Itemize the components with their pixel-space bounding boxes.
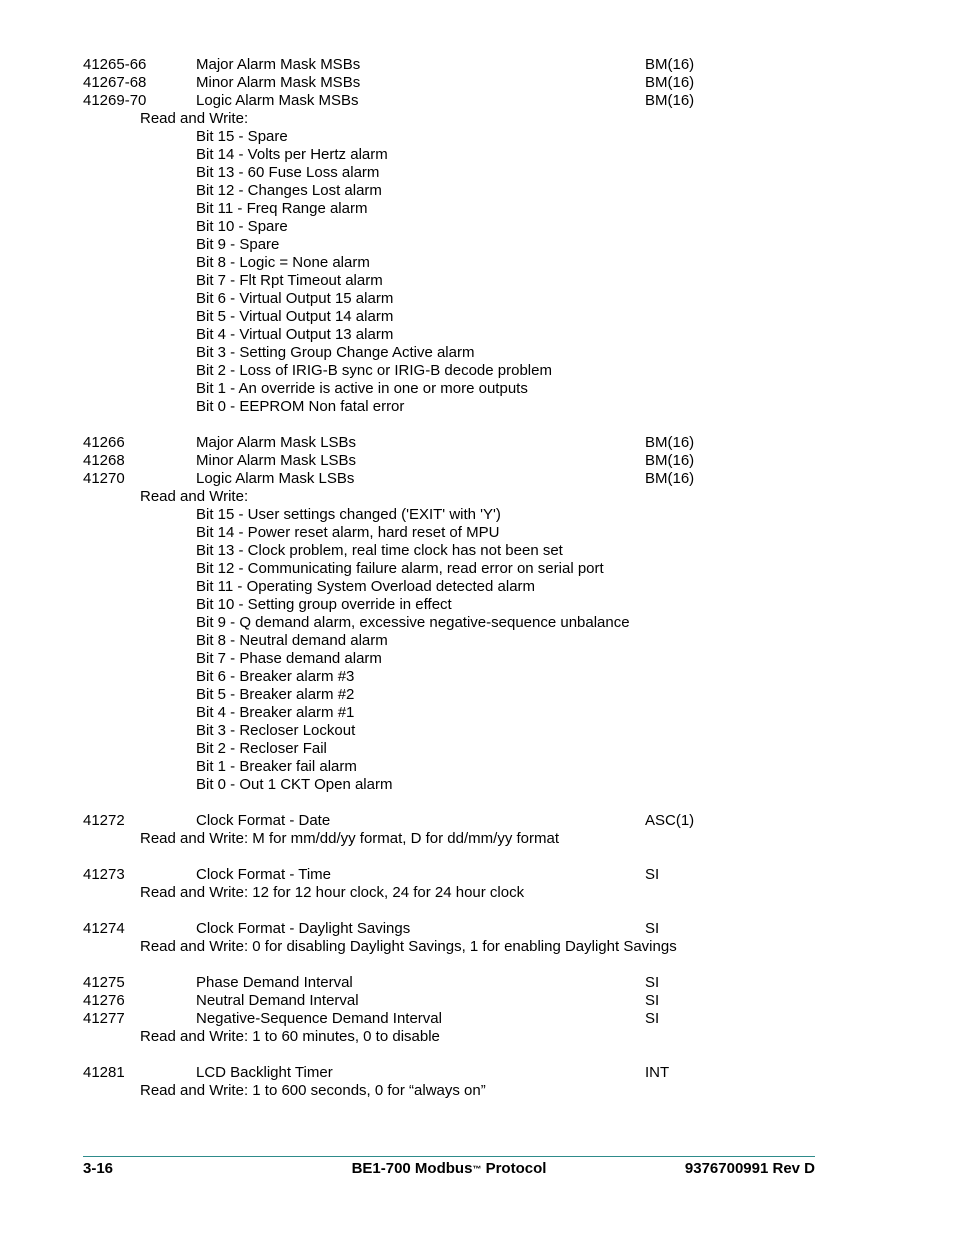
register-row — [83, 1064, 823, 1082]
bit-definition: Bit 15 - Spare — [196, 128, 288, 145]
access-note: Read and Write: — [140, 110, 249, 127]
bit-definition: Bit 10 - Spare — [196, 218, 288, 235]
register-name: LCD Backlight Timer — [196, 1064, 333, 1081]
register-row — [83, 974, 823, 992]
bit-definition: Bit 0 - Out 1 CKT Open alarm — [196, 776, 393, 793]
bit-definition: Bit 3 - Setting Group Change Active alarm — [196, 344, 475, 361]
access-note: Read and Write: 0 for disabling Daylight Savings, 1 for enabling Daylight Savings — [140, 938, 677, 955]
register-address: 41268 — [83, 452, 125, 469]
bit-definition-row — [83, 308, 823, 326]
bit-definition-row — [83, 272, 823, 290]
bit-definition: Bit 1 - An override is active in one or more outputs — [196, 380, 528, 397]
register-type: SI — [645, 992, 660, 1009]
register-address: 41272 — [83, 812, 125, 829]
register-type: BM(16) — [645, 74, 695, 91]
bit-definition: Bit 2 - Recloser Fail — [196, 740, 327, 757]
bit-definition-row — [83, 776, 823, 794]
bit-definition-row — [83, 632, 823, 650]
section-spacer — [83, 848, 823, 866]
register-name: Minor Alarm Mask LSBs — [196, 452, 357, 469]
bit-definition: Bit 4 - Virtual Output 13 alarm — [196, 326, 394, 343]
section-spacer — [83, 1046, 823, 1064]
register-row — [83, 434, 823, 452]
access-note-row — [83, 488, 823, 506]
section-spacer — [83, 902, 823, 920]
bit-definition-row — [83, 380, 823, 398]
register-address: 41270 — [83, 470, 125, 487]
register-name: Major Alarm Mask LSBs — [196, 434, 357, 451]
bit-definition-row — [83, 668, 823, 686]
register-row — [83, 866, 823, 884]
register-address: 41277 — [83, 1010, 125, 1027]
trademark-symbol: ™ — [472, 1164, 482, 1174]
register-address: 41281 — [83, 1064, 125, 1081]
bit-definition-row — [83, 758, 823, 776]
bit-definition: Bit 14 - Power reset alarm, hard reset of MPU — [196, 524, 500, 541]
register-type: ASC(1) — [645, 812, 695, 829]
register-type: BM(16) — [645, 452, 695, 469]
register-name: Logic Alarm Mask LSBs — [196, 470, 355, 487]
bit-definition-row — [83, 686, 823, 704]
register-type: SI — [645, 974, 660, 991]
access-note-row — [83, 938, 823, 956]
register-type: SI — [645, 866, 660, 883]
bit-definition-row — [83, 326, 823, 344]
bit-definition: Bit 8 - Neutral demand alarm — [196, 632, 388, 649]
section-spacer — [83, 794, 823, 812]
access-note: Read and Write: 1 to 600 seconds, 0 for “always on” — [140, 1082, 486, 1099]
register-name: Clock Format - Daylight Savings — [196, 920, 411, 937]
page-number: 3-16 — [83, 1160, 114, 1177]
bit-definition-row — [83, 650, 823, 668]
bit-definition-row — [83, 182, 823, 200]
bit-definition-row — [83, 506, 823, 524]
document-body — [83, 56, 823, 1100]
bit-definition: Bit 12 - Changes Lost alarm — [196, 182, 382, 199]
bit-definition-row — [83, 164, 823, 182]
bit-definition: Bit 4 - Breaker alarm #1 — [196, 704, 355, 721]
access-note-row — [83, 1028, 823, 1046]
register-type: BM(16) — [645, 470, 695, 487]
bit-definition-row — [83, 560, 823, 578]
register-name: Major Alarm Mask MSBs — [196, 56, 361, 73]
register-address: 41267-68 — [83, 74, 147, 91]
bit-definition: Bit 11 - Freq Range alarm — [196, 200, 368, 217]
footer-title-prefix: BE1-700 Modbus — [351, 1160, 473, 1177]
bit-definition: Bit 1 - Breaker fail alarm — [196, 758, 357, 775]
register-type: SI — [645, 1010, 660, 1027]
footer-divider — [83, 1156, 815, 1157]
bit-definition: Bit 8 - Logic = None alarm — [196, 254, 370, 271]
register-row — [83, 452, 823, 470]
bit-definition: Bit 2 - Loss of IRIG-B sync or IRIG-B decode problem — [196, 362, 552, 379]
bit-definition: Bit 5 - Virtual Output 14 alarm — [196, 308, 394, 325]
bit-definition-row — [83, 290, 823, 308]
register-row — [83, 1010, 823, 1028]
register-type: BM(16) — [645, 92, 695, 109]
access-note-row — [83, 830, 823, 848]
access-note: Read and Write: — [140, 488, 249, 505]
bit-definition: Bit 11 - Operating System Overload detected alarm — [196, 578, 536, 595]
register-type: SI — [645, 920, 660, 937]
bit-definition-row — [83, 524, 823, 542]
bit-definition-row — [83, 740, 823, 758]
bit-definition: Bit 6 - Virtual Output 15 alarm — [196, 290, 394, 307]
access-note-row — [83, 1082, 823, 1100]
register-address: 41276 — [83, 992, 125, 1009]
register-address: 41273 — [83, 866, 125, 883]
register-name: Logic Alarm Mask MSBs — [196, 92, 359, 109]
bit-definition-row — [83, 704, 823, 722]
bit-definition-row — [83, 128, 823, 146]
bit-definition: Bit 10 - Setting group override in effect — [196, 596, 452, 613]
bit-definition-row — [83, 398, 823, 416]
bit-definition-row — [83, 362, 823, 380]
bit-definition: Bit 13 - 60 Fuse Loss alarm — [196, 164, 380, 181]
bit-definition-row — [83, 614, 823, 632]
register-name: Phase Demand Interval — [196, 974, 353, 991]
register-name: Clock Format - Time — [196, 866, 332, 883]
bit-definition-row — [83, 578, 823, 596]
access-note: Read and Write: M for mm/dd/yy format, D for dd/mm/yy format — [140, 830, 559, 847]
bit-definition: Bit 7 - Flt Rpt Timeout alarm — [196, 272, 383, 289]
register-address: 41266 — [83, 434, 125, 451]
access-note: Read and Write: 12 for 12 hour clock, 24 for 24 hour clock — [140, 884, 525, 901]
register-address: 41269-70 — [83, 92, 147, 109]
bit-definition: Bit 14 - Volts per Hertz alarm — [196, 146, 388, 163]
register-address: 41265-66 — [83, 56, 147, 73]
bit-definition-row — [83, 722, 823, 740]
bit-definition: Bit 0 - EEPROM Non fatal error — [196, 398, 405, 415]
register-address: 41275 — [83, 974, 125, 991]
bit-definition-row — [83, 344, 823, 362]
page-footer — [83, 1160, 815, 1180]
register-address: 41274 — [83, 920, 125, 937]
footer-title-suffix: Protocol — [481, 1160, 547, 1177]
bit-definition: Bit 9 - Q demand alarm, excessive negative-sequence unbalance — [196, 614, 630, 631]
register-row — [83, 74, 823, 92]
register-name: Negative-Sequence Demand Interval — [196, 1010, 442, 1027]
access-note: Read and Write: 1 to 60 minutes, 0 to disable — [140, 1028, 440, 1045]
register-type: BM(16) — [645, 56, 695, 73]
register-row — [83, 470, 823, 488]
bit-definition: Bit 7 - Phase demand alarm — [196, 650, 382, 667]
register-name: Clock Format - Date — [196, 812, 331, 829]
bit-definition: Bit 6 - Breaker alarm #3 — [196, 668, 355, 685]
section-spacer — [83, 956, 823, 974]
register-row — [83, 56, 823, 74]
register-type: BM(16) — [645, 434, 695, 451]
access-note-row — [83, 110, 823, 128]
register-name: Neutral Demand Interval — [196, 992, 359, 1009]
bit-definition-row — [83, 236, 823, 254]
bit-definition-row — [83, 146, 823, 164]
bit-definition: Bit 15 - User settings changed ('EXIT' with 'Y') — [196, 506, 501, 523]
register-row — [83, 92, 823, 110]
bit-definition-row — [83, 542, 823, 560]
bit-definition-row — [83, 200, 823, 218]
access-note-row — [83, 884, 823, 902]
bit-definition: Bit 9 - Spare — [196, 236, 280, 253]
register-name: Minor Alarm Mask MSBs — [196, 74, 361, 91]
bit-definition-row — [83, 218, 823, 236]
bit-definition-row — [83, 254, 823, 272]
register-row — [83, 812, 823, 830]
bit-definition: Bit 12 - Communicating failure alarm, read error on serial port — [196, 560, 604, 577]
bit-definition: Bit 5 - Breaker alarm #2 — [196, 686, 355, 703]
register-row — [83, 992, 823, 1010]
bit-definition: Bit 3 - Recloser Lockout — [196, 722, 356, 739]
register-type: INT — [645, 1064, 670, 1081]
document-number: 9376700991 Rev D — [684, 1160, 815, 1177]
section-spacer — [83, 416, 823, 434]
register-row — [83, 920, 823, 938]
bit-definition-row — [83, 596, 823, 614]
bit-definition: Bit 13 - Clock problem, real time clock has not been set — [196, 542, 563, 559]
